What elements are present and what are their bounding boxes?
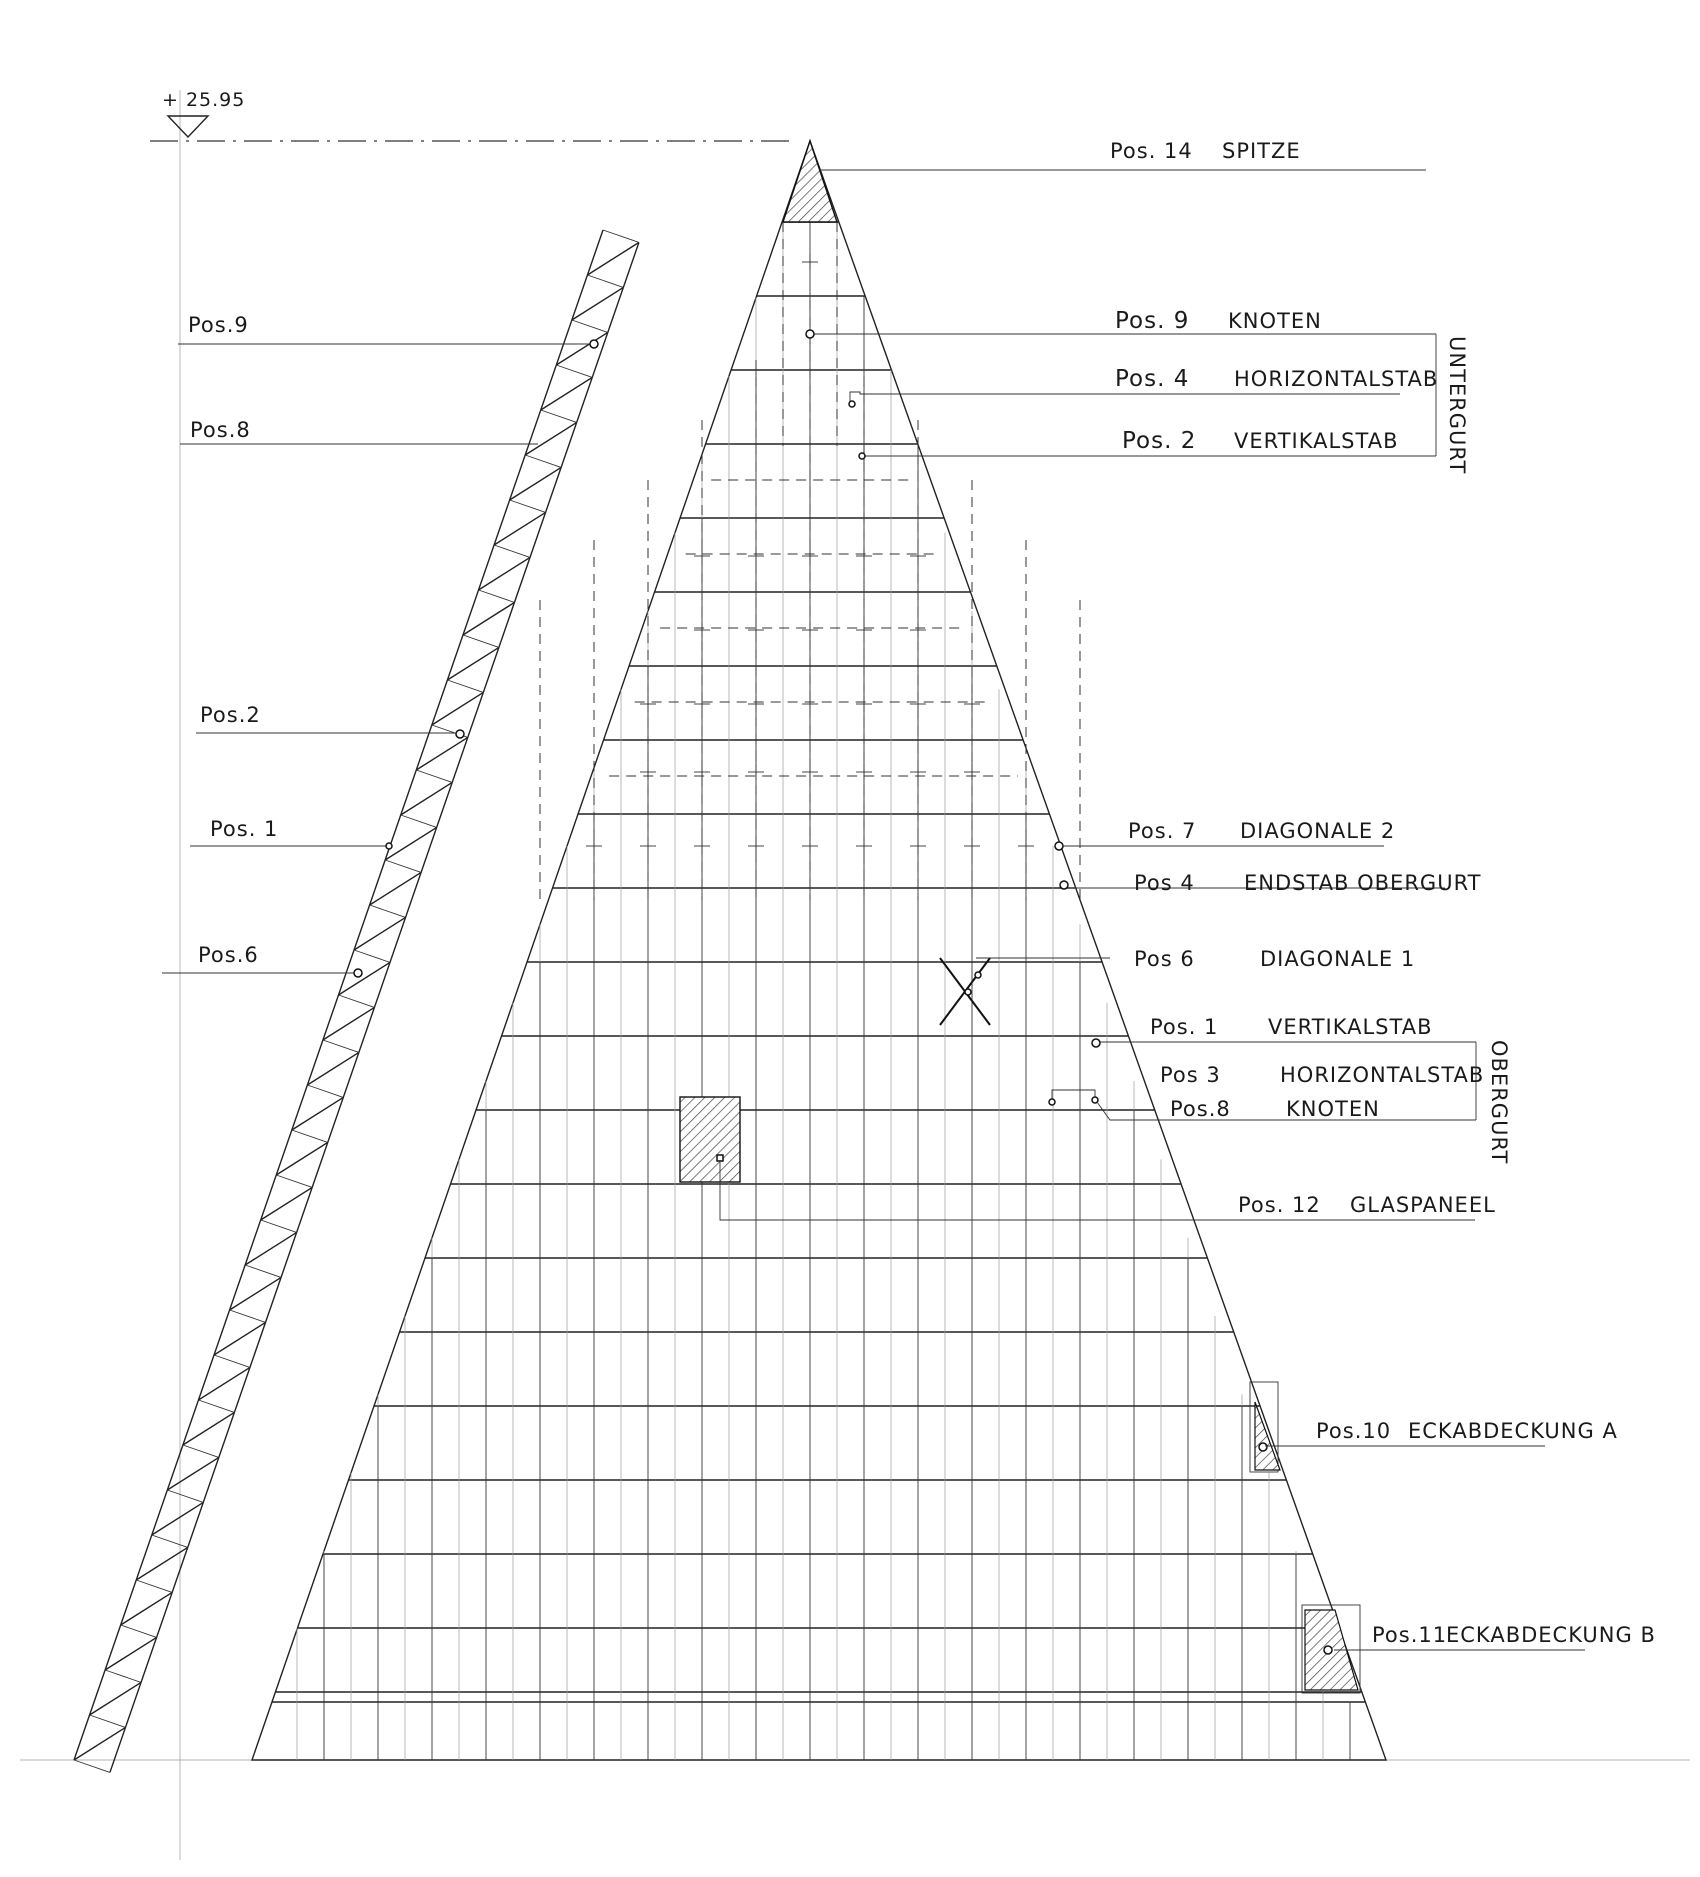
truss-diagonal [90, 1682, 141, 1715]
truss-vertical [556, 365, 592, 377]
truss-diagonal [307, 1052, 358, 1085]
label-pos3: Pos 3 [1160, 1063, 1221, 1087]
label-left-pos1: Pos. 1 [210, 817, 279, 841]
truss-diagonal [572, 287, 623, 320]
truss-vertical [183, 1445, 219, 1457]
truss-diagonal [463, 602, 514, 635]
truss-vertical [152, 1535, 188, 1547]
truss-diagonal [292, 1097, 343, 1130]
truss-vertical [354, 950, 390, 962]
label-pos4: Pos. 4 [1115, 366, 1190, 392]
label-left-pos9: Pos.9 [188, 313, 249, 337]
label-knoten-1: KNOTEN [1228, 309, 1322, 333]
elevation-marker [150, 89, 795, 141]
truss-diagonal [183, 1412, 234, 1445]
truss-vertical [245, 1265, 281, 1277]
label-left-pos2: Pos.2 [200, 703, 261, 727]
elevation-label: + 25.95 [162, 89, 246, 111]
truss-diagonal [198, 1367, 249, 1400]
truss-vertical [105, 1670, 141, 1682]
truss-diagonal [230, 1277, 281, 1310]
truss-diagonal [323, 1007, 374, 1040]
apex-cap-spitze [783, 141, 837, 222]
pyramid-grid [252, 141, 1386, 1760]
diagonal-cross [940, 958, 990, 1025]
label-glaspaneel: GLASPANEEL [1350, 1193, 1496, 1217]
truss-diagonal [121, 1592, 172, 1625]
paper-guidelines [20, 90, 1690, 1860]
truss-vertical [214, 1355, 250, 1367]
truss-diagonal [525, 422, 576, 455]
truss-vertical [401, 815, 437, 827]
truss-diagonal [587, 242, 638, 275]
corner-cover-b [1302, 1605, 1360, 1693]
label-pos11: Pos.11 [1372, 1623, 1448, 1647]
truss-vertical [447, 680, 483, 692]
label-horizontalstab-1: HORIZONTALSTAB [1234, 367, 1439, 391]
truss-vertical [198, 1400, 234, 1412]
label-eckabdeckung-b: ECKABDECKUNG B [1446, 1623, 1656, 1647]
pyramid-outline [252, 141, 1386, 1760]
truss-diagonal [494, 512, 545, 545]
truss-vertical [307, 1085, 343, 1097]
truss-diagonal [74, 1727, 125, 1760]
truss-vertical [276, 1175, 312, 1187]
label-left-pos6: Pos.6 [198, 943, 259, 967]
truss-vertical [230, 1310, 266, 1322]
label-endstab-obergurt: ENDSTAB OBERGURT [1244, 871, 1482, 895]
truss-vertical [261, 1220, 297, 1232]
label-pos6: Pos 6 [1134, 947, 1195, 971]
truss-vertical [463, 635, 499, 647]
corner-cover-a [1250, 1382, 1280, 1472]
truss-vertical [525, 455, 561, 467]
label-pos8: Pos.8 [1170, 1097, 1231, 1121]
truss-diagonal [339, 962, 390, 995]
truss-diagonal [541, 377, 592, 410]
truss-vertical [167, 1490, 203, 1502]
truss-vertical [572, 320, 608, 332]
truss-vertical [370, 905, 406, 917]
truss-vertical [541, 410, 577, 422]
left-labels [188, 313, 278, 967]
truss-vertical [74, 1760, 110, 1772]
label-pos4-end: Pos 4 [1134, 871, 1195, 895]
truss-diagonal [432, 692, 483, 725]
label-untergurt: UNTERGURT [1445, 336, 1469, 475]
truss-diagonal [556, 332, 607, 365]
truss-vertical [494, 545, 530, 557]
truss-vertical [479, 590, 515, 602]
truss-diagonal [354, 917, 405, 950]
truss-diagonal [416, 737, 467, 770]
label-horizontalstab-2: HORIZONTALSTAB [1280, 1063, 1485, 1087]
label-pos2: Pos. 2 [1122, 428, 1197, 454]
label-pos1: Pos. 1 [1150, 1015, 1219, 1039]
truss-vertical [90, 1715, 126, 1727]
truss-diagonal [167, 1457, 218, 1490]
truss-diagonal [214, 1322, 265, 1355]
truss-diagonal [152, 1502, 203, 1535]
truss-diagonal [245, 1232, 296, 1265]
truss-diagonal [276, 1142, 327, 1175]
glass-panel-hatched [680, 1097, 740, 1182]
label-pos10: Pos.10 [1316, 1419, 1392, 1443]
label-obergurt: OBERGURT [1487, 1040, 1511, 1165]
truss-vertical [121, 1625, 157, 1637]
truss-vertical [587, 275, 623, 287]
label-pos7: Pos. 7 [1128, 819, 1197, 843]
truss-diagonal [261, 1187, 312, 1220]
side-truss-elevation [74, 230, 639, 1772]
label-diagonale-2: DIAGONALE 2 [1240, 819, 1396, 843]
truss-vertical [416, 770, 452, 782]
label-diagonale-1: DIAGONALE 1 [1260, 947, 1416, 971]
right-labels [1110, 139, 1656, 1647]
truss-diagonal [385, 827, 436, 860]
label-pos12: Pos. 12 [1238, 1193, 1321, 1217]
truss-vertical [136, 1580, 172, 1592]
truss-diagonal [401, 782, 452, 815]
truss-vertical [339, 995, 375, 1007]
truss-vertical [385, 860, 421, 872]
label-vertikalstab-2: VERTIKALSTAB [1268, 1015, 1433, 1039]
label-pos14: Pos. 14 [1110, 139, 1193, 163]
truss-diagonal [479, 557, 530, 590]
truss-vertical [510, 500, 546, 512]
label-vertikalstab-1: VERTIKALSTAB [1234, 429, 1399, 453]
truss-diagonal [510, 467, 561, 500]
label-spitze: SPITZE [1222, 139, 1301, 163]
truss-vertical [292, 1130, 328, 1142]
truss-vertical [603, 230, 639, 242]
truss-diagonal [370, 872, 421, 905]
truss-vertical [323, 1040, 359, 1052]
label-left-pos8: Pos.8 [190, 418, 251, 442]
truss-diagonal [105, 1637, 156, 1670]
label-eckabdeckung-a: ECKABDECKUNG A [1408, 1419, 1618, 1443]
label-knoten-2: KNOTEN [1286, 1097, 1380, 1121]
truss-diagonal [447, 647, 498, 680]
label-pos9: Pos. 9 [1115, 308, 1190, 334]
